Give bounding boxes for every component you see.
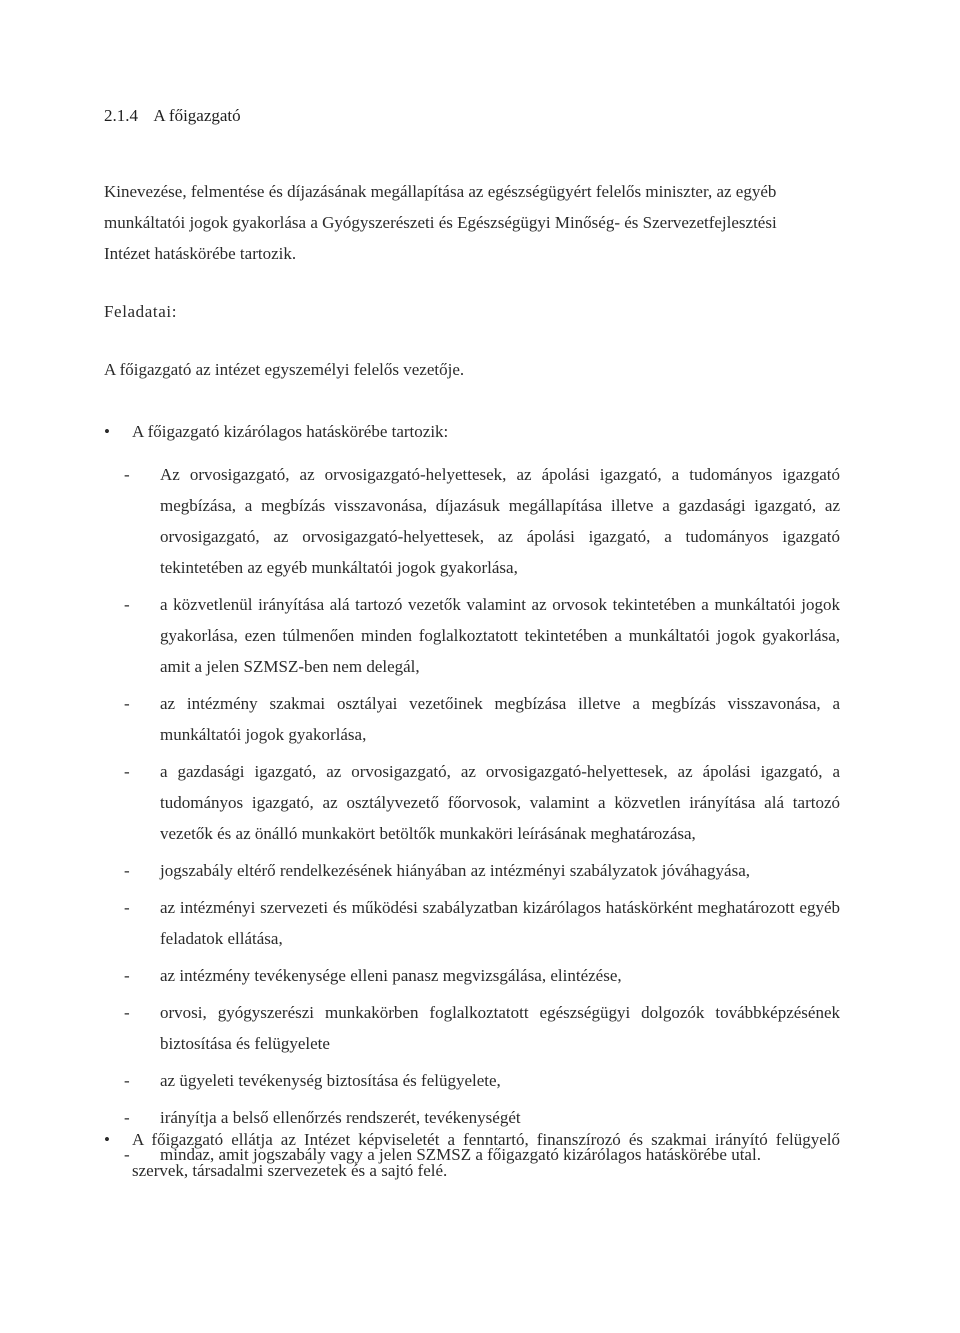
list-item: [104, 459, 840, 583]
list-item-text: a gazdasági igazgató, az orvosigazgató, az orvosigazgató-helyettesek, az ápolási igazgató, a tudományos igazgató, az osztályvezető főorvosok, valamint a közvetlen irányítása alá tartozó vezetők és az önálló munkakört betöltők munkaköri leírásának meghatározása,: [160, 762, 840, 843]
intro-paragraph: Kinevezése, felmentése és díjazásának megállapítása az egészségügyért felelős miniszter, az egyéb munkáltatói jogok gyakorlása a Gyógyszerészeti és Egészségügyi Minőség- és Szervezetfejlesztési Intézet hatáskörébe tartozik.: [104, 182, 777, 263]
exclusive-powers-block: [104, 416, 840, 1176]
section-heading: [104, 104, 241, 128]
dash-icon: -: [124, 465, 130, 484]
exclusive-powers-heading: [104, 416, 840, 447]
responsibility-paragraph: A főigazgató az intézet egyszemélyi felelős vezetője.: [104, 360, 465, 379]
list-item: [104, 756, 840, 849]
dash-icon: -: [124, 1071, 130, 1090]
list-item: [104, 1065, 840, 1096]
exclusive-powers-title: A főigazgató kizárólagos hatáskörébe tartozik:: [132, 422, 449, 441]
dash-icon: -: [124, 1145, 130, 1164]
section-title: A főigazgató: [153, 106, 241, 125]
dash-icon: -: [124, 861, 130, 880]
bullet-dot-icon: •: [104, 422, 110, 441]
dash-icon: -: [124, 694, 130, 713]
bullet-dot-icon: •: [104, 1130, 110, 1149]
list-item-text: a közvetlenül irányítása alá tartozó vezetők valamint az orvosok tekintetében a munkáltatói jogok gyakorlása, ezen túlmenően minden foglalkoztatott tekintetében a munkáltatói jogok gyakorlása, amit a jelen SZMSZ-ben nem delegál,: [160, 595, 840, 676]
representation-block: [104, 1124, 840, 1186]
list-item-text: az intézményi szervezeti és működési szabályzatban kizárólagos hatáskörként meghatározott egyéb feladatok ellátása,: [160, 898, 840, 948]
list-item: [104, 855, 840, 886]
dash-icon: -: [124, 1108, 130, 1127]
dash-icon: -: [124, 898, 130, 917]
list-item-text: orvosi, gyógyszerészi munkakörben foglalkoztatott egészségügyi dolgozók továbbképzésének biztosítása és felügyelete: [160, 1003, 840, 1053]
list-item: [104, 960, 840, 991]
list-item-text: az intézmény tevékenysége elleni panasz megvizsgálása, elintézése,: [160, 966, 622, 985]
representation-text: A főigazgató ellátja az Intézet képviseletét a fenntartó, finanszírozó és szakmai irányító felügyelő szervek, társadalmi szervezetek és a sajtó felé.: [132, 1130, 840, 1180]
list-item: [104, 997, 840, 1059]
section-number: 2.1.4: [104, 106, 138, 125]
list-item: [104, 589, 840, 682]
feladatai-label: Feladatai:: [104, 302, 178, 321]
list-item-text: jogszabály eltérő rendelkezésének hiányában az intézményi szabályzatok jóváhagyása,: [160, 861, 751, 880]
list-item-text: irányítja a belső ellenőrzés rendszerét, tevékenységét: [160, 1108, 521, 1127]
dash-icon: -: [124, 1003, 130, 1022]
dash-icon: -: [124, 595, 130, 614]
dash-icon: -: [124, 966, 130, 985]
list-item: [104, 892, 840, 954]
list-item-text: az ügyeleti tevékenység biztosítása és felügyelete,: [160, 1071, 501, 1090]
representation-paragraph: [104, 1124, 840, 1186]
list-item-text: mindaz, amit jogszabály vagy a jelen SZMSZ a főigazgató kizárólagos hatáskörébe utal.: [160, 1145, 761, 1164]
exclusive-powers-list: [104, 459, 840, 1170]
list-item-text: az intézmény szakmai osztályai vezetőinek megbízása illetve a megbízás visszavonása, a munkáltatói jogok gyakorlása,: [160, 694, 840, 744]
list-item-text: Az orvosigazgató, az orvosigazgató-helyettesek, az ápolási igazgató, a tudományos igazgató megbízása, a megbízás visszavonása, díjazásuk megállapítása illetve a gazdasági igazgató, az orvosigazgató, az orvosigazgató-helyettesek, az ápolási igazgató, a tudományos igazgató tekintetében az egyéb munkáltatói jogok gyakorlása,: [160, 465, 840, 577]
dash-icon: -: [124, 762, 130, 781]
list-item: [104, 688, 840, 750]
